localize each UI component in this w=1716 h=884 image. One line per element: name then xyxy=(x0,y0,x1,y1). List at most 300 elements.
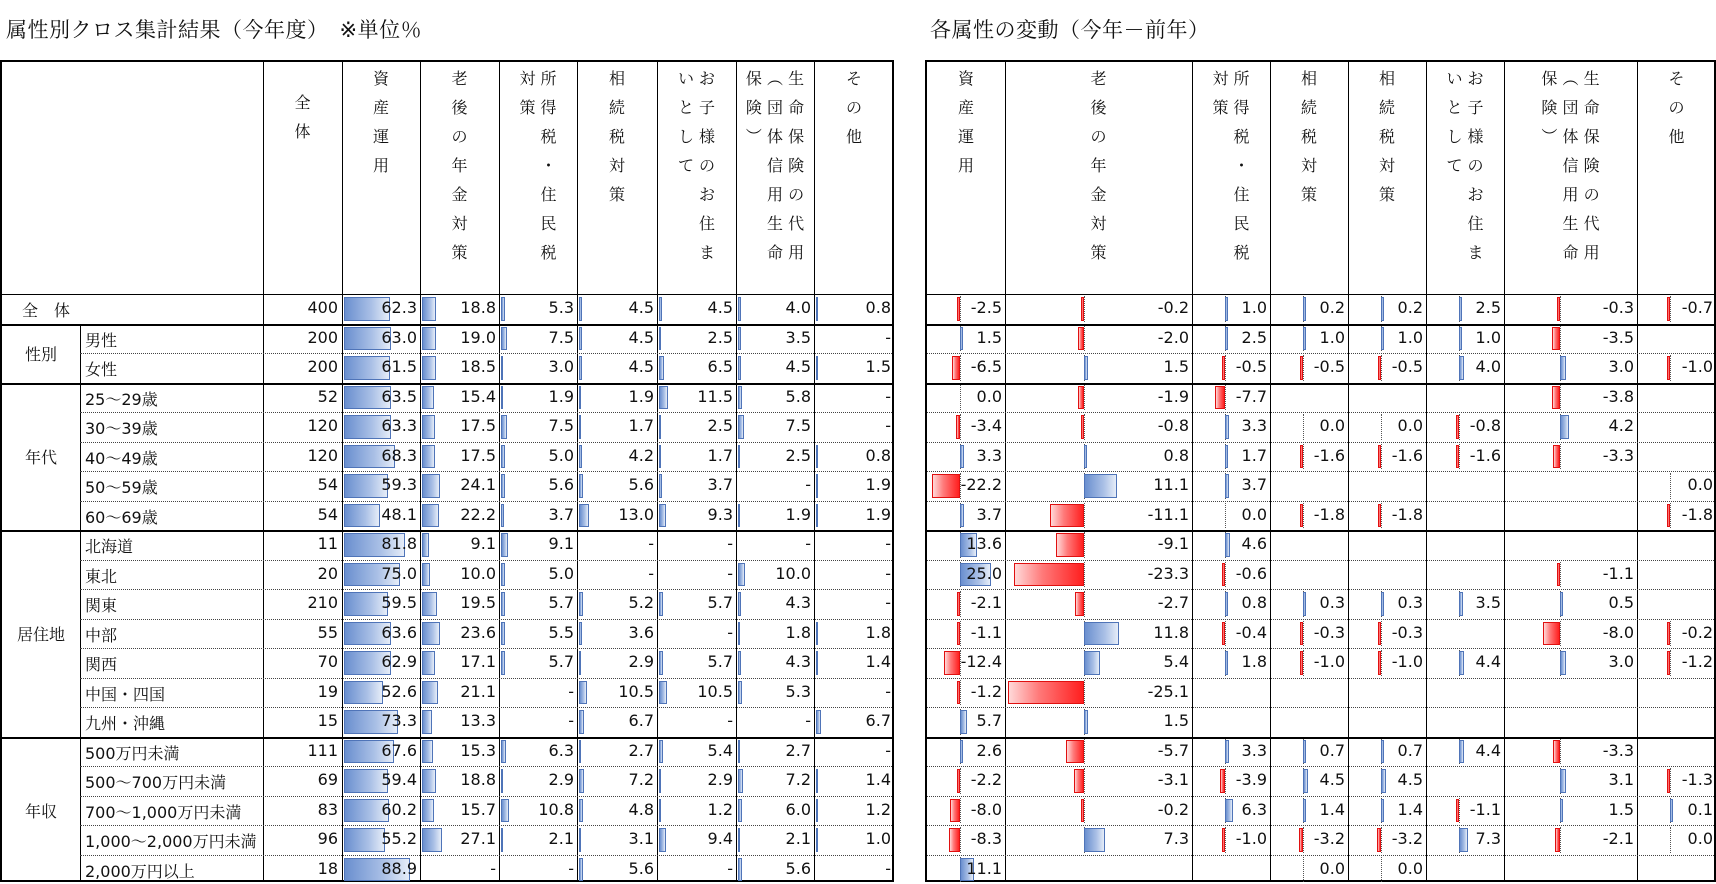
cell-value: 81.8 xyxy=(381,534,417,553)
change-value: -0.5 xyxy=(1391,357,1423,376)
cell-value: 1.2 xyxy=(865,799,891,819)
change-value: -5.7 xyxy=(1157,740,1189,760)
change-value: 1.4 xyxy=(1397,799,1423,819)
change-value: -1.0 xyxy=(1391,652,1423,671)
change-value: -0.8 xyxy=(1157,416,1189,435)
cell-value: 5.3 xyxy=(785,681,811,701)
change-value: 3.3 xyxy=(1241,740,1267,760)
change-value: -3.3 xyxy=(1602,740,1634,760)
cell-value: 5.5 xyxy=(548,622,574,642)
change-value: -3.2 xyxy=(1313,829,1345,848)
cell-value: 1.8 xyxy=(865,622,891,642)
cell-value: 2.9 xyxy=(548,770,574,789)
change-value: -1.1 xyxy=(1469,799,1501,819)
cell-value: 2.7 xyxy=(785,740,811,760)
cell-value: 7.2 xyxy=(785,770,811,789)
change-value: 0.7 xyxy=(1397,740,1423,760)
right-table-title: 各属性の変動（今年－前年） xyxy=(930,18,1210,42)
row-label: 北海道 xyxy=(85,537,134,556)
row-label: 関東 xyxy=(85,596,118,615)
respondent-count: 70 xyxy=(317,652,338,671)
respondent-count: 52 xyxy=(317,386,338,406)
row-divider xyxy=(2,530,892,532)
change-value: -0.2 xyxy=(1681,622,1713,642)
cell-value: 59.3 xyxy=(381,475,417,494)
change-value: 1.0 xyxy=(1397,327,1423,347)
change-value: -1.0 xyxy=(1313,652,1345,671)
row-divider xyxy=(80,442,892,443)
row-label: 50～59歳 xyxy=(85,478,158,497)
respondent-count: 15 xyxy=(317,711,338,730)
cell-value: 17.5 xyxy=(460,445,496,465)
change-table xyxy=(925,60,1716,882)
cell-value: - xyxy=(885,416,891,435)
cell-value: 5.6 xyxy=(785,858,811,878)
cell-value: 9.1 xyxy=(470,534,496,553)
change-value: 1.0 xyxy=(1241,298,1267,317)
row-label: 東北 xyxy=(85,566,118,586)
change-value: -0.2 xyxy=(1157,799,1189,819)
cell-value: 9.3 xyxy=(707,504,733,524)
change-value: 1.5 xyxy=(1163,357,1189,376)
cell-value: 10.5 xyxy=(618,681,654,701)
change-value: -3.4 xyxy=(970,416,1002,435)
header-divider xyxy=(927,294,1714,295)
cell-value: 4.5 xyxy=(628,357,654,376)
row-divider xyxy=(80,589,892,590)
cell-value: 68.3 xyxy=(381,445,417,465)
cell-value: 5.6 xyxy=(548,475,574,494)
change-value: 0.7 xyxy=(1319,740,1345,760)
column-header-c5: い お と 子 し 様 て の お 住 ま xyxy=(677,69,716,262)
change-value: -2.2 xyxy=(970,770,1002,789)
row-divider xyxy=(927,678,1714,679)
change-value: 3.7 xyxy=(1241,475,1267,494)
change-value: -2.0 xyxy=(1157,327,1189,347)
column-header-c1: 資 産 運 用 xyxy=(372,69,389,175)
cell-value: - xyxy=(805,534,811,553)
change-value: -25.1 xyxy=(1147,681,1189,701)
cell-value: - xyxy=(490,858,496,878)
cell-value: 4.3 xyxy=(785,652,811,671)
cell-value: 3.5 xyxy=(785,327,811,347)
row-label: 60～69歳 xyxy=(85,507,158,527)
change-value: -3.8 xyxy=(1602,386,1634,406)
change-value: -1.1 xyxy=(970,622,1002,642)
change-value: -8.3 xyxy=(970,829,1002,848)
cell-value: - xyxy=(885,740,891,760)
row-label: 中部 xyxy=(85,625,118,645)
column-header-c2: 老 後 の 年 金 対 策 xyxy=(1090,69,1107,262)
cell-value: 17.1 xyxy=(460,652,496,671)
cell-value: 7.5 xyxy=(785,416,811,435)
column-header-c6: 保 ︵ 生 険 団 命 ︶ 体 保 信 険 用 の 生 代 命 用 xyxy=(1541,69,1600,262)
respondent-count: 120 xyxy=(307,416,338,435)
cell-value: 1.2 xyxy=(707,799,733,819)
column-header-c7: そ の 他 xyxy=(1668,69,1685,146)
cell-value: 5.6 xyxy=(628,475,654,494)
cell-value: 4.5 xyxy=(707,298,733,317)
cell-value: 1.0 xyxy=(865,829,891,848)
cell-value: 1.7 xyxy=(628,416,654,435)
row-label: 女性 xyxy=(85,360,118,379)
cell-value: 4.0 xyxy=(785,298,811,317)
column-header-c4: 相 続 税 対 策 xyxy=(608,69,625,204)
cell-value: 1.4 xyxy=(865,652,891,671)
change-value: -22.2 xyxy=(960,475,1002,494)
change-value: -0.3 xyxy=(1602,298,1634,317)
cell-value: 4.5 xyxy=(628,298,654,317)
row-label: 2,000万円以上 xyxy=(85,861,195,881)
cell-value: 63.6 xyxy=(381,622,417,642)
cell-value: 6.5 xyxy=(707,357,733,376)
row-divider xyxy=(927,530,1714,532)
cell-value: - xyxy=(805,475,811,494)
cell-value: 60.2 xyxy=(381,799,417,819)
row-label: 1,000～2,000万円未満 xyxy=(85,832,257,851)
cell-value: - xyxy=(648,563,654,583)
cell-value: 5.0 xyxy=(548,563,574,583)
cell-value: - xyxy=(648,534,654,553)
respondent-count: 19 xyxy=(317,681,338,701)
change-value: 4.0 xyxy=(1475,357,1501,376)
cell-value: 5.0 xyxy=(548,445,574,465)
row-divider xyxy=(80,501,892,502)
cell-value: - xyxy=(568,858,574,878)
row-divider xyxy=(80,855,892,856)
change-value: -1.0 xyxy=(1681,357,1713,376)
cell-value: - xyxy=(885,327,891,347)
cell-value: 67.6 xyxy=(381,740,417,760)
cell-value: 55.2 xyxy=(381,829,417,848)
cell-value: - xyxy=(568,711,574,730)
cell-value: 3.0 xyxy=(548,357,574,376)
cell-value: 22.2 xyxy=(460,504,496,524)
cell-value: 13.3 xyxy=(460,711,496,730)
row-divider xyxy=(927,501,1714,502)
change-value: -1.8 xyxy=(1391,504,1423,524)
change-value: 0.0 xyxy=(1687,475,1713,494)
row-label: 25～29歳 xyxy=(85,389,158,409)
cell-value: 2.5 xyxy=(707,327,733,347)
change-value: 0.8 xyxy=(1241,593,1267,612)
row-divider xyxy=(927,471,1714,472)
column-header-c1: 資 産 運 用 xyxy=(957,69,974,175)
change-value: 1.7 xyxy=(1241,445,1267,465)
respondent-count: 20 xyxy=(317,563,338,583)
cell-value: 0.8 xyxy=(865,445,891,465)
change-value: -12.4 xyxy=(960,652,1002,671)
change-value: -2.7 xyxy=(1157,593,1189,612)
row-divider xyxy=(80,707,892,708)
cell-value: 10.0 xyxy=(775,563,811,583)
change-value: -0.8 xyxy=(1469,416,1501,435)
cell-value: 5.7 xyxy=(707,652,733,671)
group-label: 年収 xyxy=(24,802,57,822)
change-value: 0.0 xyxy=(1687,829,1713,848)
row-label: 500万円未満 xyxy=(85,743,180,763)
change-value: -8.0 xyxy=(1602,622,1634,642)
respondent-count: 210 xyxy=(307,593,338,612)
column-header-all: 全 体 xyxy=(294,93,311,141)
change-value: -2.1 xyxy=(970,593,1002,612)
cell-value: 63.3 xyxy=(381,416,417,435)
respondent-count: 54 xyxy=(317,475,338,494)
cell-value: 1.9 xyxy=(785,504,811,524)
change-value: 6.3 xyxy=(1241,799,1267,819)
change-value: 1.8 xyxy=(1241,652,1267,671)
change-value: -1.0 xyxy=(1235,829,1267,848)
change-value: -1.6 xyxy=(1391,445,1423,465)
change-value: 4.6 xyxy=(1241,534,1267,553)
cell-value: 5.7 xyxy=(548,652,574,671)
change-value: 3.0 xyxy=(1608,652,1634,671)
row-divider xyxy=(927,619,1714,620)
change-value: -0.5 xyxy=(1235,357,1267,376)
cell-value: 73.3 xyxy=(381,711,417,730)
change-value: -1.6 xyxy=(1469,445,1501,465)
row-divider xyxy=(80,560,892,561)
cell-value: 6.7 xyxy=(628,711,654,730)
row-divider xyxy=(927,737,1714,739)
cell-value: 1.9 xyxy=(865,504,891,524)
cell-value: 7.2 xyxy=(628,770,654,789)
cell-value: 11.5 xyxy=(697,386,733,406)
change-value: -3.3 xyxy=(1602,445,1634,465)
change-value: 1.5 xyxy=(1163,711,1189,730)
cell-value: - xyxy=(727,858,733,878)
cell-value: 5.7 xyxy=(707,593,733,612)
cell-value: 15.7 xyxy=(460,799,496,819)
row-divider xyxy=(927,825,1714,826)
cell-value: 2.5 xyxy=(707,416,733,435)
change-value: 0.0 xyxy=(1397,858,1423,878)
change-value: 3.3 xyxy=(1241,416,1267,435)
cell-value: 75.0 xyxy=(381,563,417,583)
cell-value: 15.3 xyxy=(460,740,496,760)
cell-value: 2.5 xyxy=(785,445,811,465)
row-label: 500～700万円未満 xyxy=(85,773,227,792)
change-value: -2.1 xyxy=(1602,829,1634,848)
change-value: 2.6 xyxy=(976,740,1002,760)
cell-value: 10.5 xyxy=(697,681,733,701)
change-value: 0.0 xyxy=(1397,416,1423,435)
cell-value: 48.1 xyxy=(381,504,417,524)
cell-value: 62.3 xyxy=(381,298,417,317)
cell-value: 9.4 xyxy=(707,829,733,848)
group-label: 性別 xyxy=(24,345,57,364)
change-value: 4.4 xyxy=(1475,652,1501,671)
change-value: -7.7 xyxy=(1235,386,1267,406)
column-divider xyxy=(80,324,81,881)
column-header-c3: 対 所 策 得 税 ・ 住 民 税 xyxy=(519,69,557,262)
cell-value: 5.2 xyxy=(628,593,654,612)
cell-value: 5.8 xyxy=(785,386,811,406)
cell-value: 9.1 xyxy=(548,534,574,553)
cell-value: 27.1 xyxy=(460,829,496,848)
change-value: 4.5 xyxy=(1319,770,1345,789)
change-value: 2.5 xyxy=(1475,298,1501,317)
cell-value: 4.8 xyxy=(628,799,654,819)
change-value: 7.3 xyxy=(1163,829,1189,848)
cell-value: 18.8 xyxy=(460,770,496,789)
cell-value: 19.5 xyxy=(460,593,496,612)
change-value: -1.8 xyxy=(1681,504,1713,524)
group-label: 年代 xyxy=(24,448,57,468)
cell-value: 6.3 xyxy=(548,740,574,760)
cell-value: - xyxy=(885,593,891,612)
change-value: 1.0 xyxy=(1475,327,1501,347)
column-header-c4: 相 続 税 対 策 xyxy=(1300,69,1317,204)
cell-value: 3.1 xyxy=(628,829,654,848)
change-value: 0.3 xyxy=(1319,593,1345,612)
change-value: -1.8 xyxy=(1313,504,1345,524)
change-value: 3.1 xyxy=(1608,770,1634,789)
row-divider xyxy=(927,707,1714,708)
cell-value: 1.5 xyxy=(865,357,891,376)
cell-value: 5.4 xyxy=(707,740,733,760)
cell-value: - xyxy=(885,681,891,701)
change-value: 0.3 xyxy=(1397,593,1423,612)
change-value: -1.3 xyxy=(1681,770,1713,789)
column-header-c7: そ の 他 xyxy=(845,69,862,146)
row-divider xyxy=(2,383,892,385)
respondent-count: 55 xyxy=(317,622,338,642)
change-value: -3.5 xyxy=(1602,327,1634,347)
change-value: -1.6 xyxy=(1313,445,1345,465)
column-header-c4b: 相 続 税 対 策 xyxy=(1378,69,1395,204)
change-value: 1.5 xyxy=(976,327,1002,347)
row-divider xyxy=(80,648,892,649)
change-value: -6.5 xyxy=(970,357,1002,376)
cell-value: 52.6 xyxy=(381,681,417,701)
change-value: -2.5 xyxy=(970,298,1002,317)
cell-value: - xyxy=(727,563,733,583)
change-value: 5.7 xyxy=(976,711,1002,730)
cell-value: 2.7 xyxy=(628,740,654,760)
change-value: -0.6 xyxy=(1235,563,1267,583)
respondent-count: 69 xyxy=(317,770,338,789)
row-divider xyxy=(927,648,1714,649)
change-value: -1.9 xyxy=(1157,386,1189,406)
change-value: -3.2 xyxy=(1391,829,1423,848)
row-divider xyxy=(80,766,892,767)
change-value: -1.2 xyxy=(1681,652,1713,671)
cell-value: 2.1 xyxy=(785,829,811,848)
row-divider xyxy=(927,560,1714,561)
change-value: 4.4 xyxy=(1475,740,1501,760)
change-value: -23.3 xyxy=(1147,563,1189,583)
row-divider xyxy=(927,766,1714,767)
cell-value: 88.9 xyxy=(381,858,417,878)
change-value: 4.2 xyxy=(1608,416,1634,435)
change-value: 0.0 xyxy=(976,386,1002,406)
cell-value: - xyxy=(805,711,811,730)
row-divider xyxy=(927,324,1714,326)
change-value: 3.5 xyxy=(1475,593,1501,612)
cell-value: 1.9 xyxy=(865,475,891,494)
respondent-count: 111 xyxy=(307,740,338,760)
change-value: -1.1 xyxy=(1602,563,1634,583)
cell-value: 15.4 xyxy=(460,386,496,406)
cell-value: 17.5 xyxy=(460,416,496,435)
change-value: 0.0 xyxy=(1319,416,1345,435)
cell-value: 5.7 xyxy=(548,593,574,612)
cell-value: 1.9 xyxy=(548,386,574,406)
change-value: -0.3 xyxy=(1313,622,1345,642)
row-label: 中国・四国 xyxy=(85,684,166,704)
row-divider xyxy=(80,796,892,797)
cell-value: 10.0 xyxy=(460,563,496,583)
row-divider xyxy=(927,589,1714,590)
change-value: 0.0 xyxy=(1319,858,1345,878)
change-value: 7.3 xyxy=(1475,829,1501,848)
row-divider xyxy=(80,678,892,679)
cell-value: - xyxy=(885,563,891,583)
cell-value: - xyxy=(727,711,733,730)
cell-value: - xyxy=(885,858,891,878)
group-label: 居住地 xyxy=(16,625,65,645)
cell-value: 13.0 xyxy=(618,504,654,524)
cell-value: 6.0 xyxy=(785,799,811,819)
change-value: 0.2 xyxy=(1319,298,1345,317)
cell-value: - xyxy=(885,534,891,553)
change-value: 11.1 xyxy=(966,858,1002,878)
change-value: -11.1 xyxy=(1147,504,1189,524)
cell-value: 3.7 xyxy=(548,504,574,524)
change-value: -3.9 xyxy=(1235,770,1267,789)
row-divider xyxy=(80,619,892,620)
change-value: 5.4 xyxy=(1163,652,1189,671)
change-value: 0.8 xyxy=(1163,445,1189,465)
cell-value: 7.5 xyxy=(548,416,574,435)
change-value: -0.7 xyxy=(1681,298,1713,317)
column-header-c2: 老 後 の 年 金 対 策 xyxy=(451,69,468,262)
cell-value: 24.1 xyxy=(460,475,496,494)
change-value: 1.5 xyxy=(1608,799,1634,819)
change-value: 3.0 xyxy=(1608,357,1634,376)
cell-value: 7.5 xyxy=(548,327,574,347)
cell-value: - xyxy=(727,622,733,642)
change-value: 0.0 xyxy=(1241,504,1267,524)
change-value: 0.5 xyxy=(1608,593,1634,612)
cell-value: 21.1 xyxy=(460,681,496,701)
cell-value: - xyxy=(727,534,733,553)
cell-value: 62.9 xyxy=(381,652,417,671)
cross-tab-table xyxy=(0,60,894,882)
change-value: 13.6 xyxy=(966,534,1002,553)
cell-value: 1.7 xyxy=(707,445,733,465)
change-value: 1.0 xyxy=(1319,327,1345,347)
change-value: -0.2 xyxy=(1157,298,1189,317)
change-value: 11.8 xyxy=(1153,622,1189,642)
cell-value: 0.8 xyxy=(865,298,891,317)
cell-value: 18.5 xyxy=(460,357,496,376)
cell-value: 2.1 xyxy=(548,829,574,848)
respondent-count: 120 xyxy=(307,445,338,465)
change-value: 1.4 xyxy=(1319,799,1345,819)
header-divider xyxy=(2,294,892,295)
respondent-count: 18 xyxy=(317,858,338,878)
cell-value: 59.4 xyxy=(381,770,417,789)
cell-value: 1.9 xyxy=(628,386,654,406)
row-divider xyxy=(927,383,1714,385)
respondent-count: 54 xyxy=(317,504,338,524)
cell-value: 4.5 xyxy=(785,357,811,376)
cell-value: 4.5 xyxy=(628,327,654,347)
row-divider xyxy=(927,855,1714,856)
row-divider xyxy=(80,412,892,413)
